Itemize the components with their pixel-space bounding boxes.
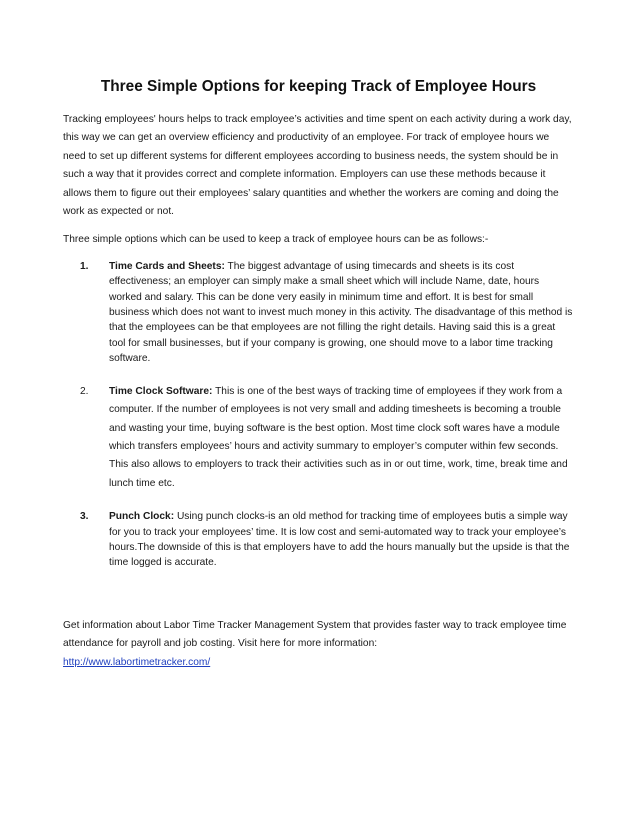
intro-paragraph: Tracking employees' hours helps to track employee’s activities and time spent on each activity during a work day, this way we can get an overview efficiency and productivity of an employee. For track of employee hours we need to set up different systems for different employees according to business needs, the system should be in such a way that it provides correct and complete information. Employers can use these methods because it allows them to figure out their employees’ salary quantities and whether the workers are coming and doing the work as expected or not. bbox=[63, 114, 572, 218]
list-item-heading: Punch Clock: bbox=[109, 511, 175, 523]
list-item-time-cards bbox=[63, 259, 574, 367]
list-item-punch-clock bbox=[63, 509, 574, 571]
options-list bbox=[63, 259, 574, 571]
list-item-time-clock-software bbox=[63, 383, 574, 493]
list-item-number: 1. bbox=[80, 260, 89, 272]
list-item-heading: Time Clock Software: bbox=[109, 385, 213, 397]
document-title: Three Simple Options for keeping Track of Employee Hours bbox=[100, 78, 537, 95]
list-item-text: The biggest advantage of using timecards and sheets is its cost effectiveness; an employer can simply make a small sheet which will include Name, date, hours worked and salary. This can be done very easily in minimum time and effort. It is best for small business which does not want to invest much money in this activity. The disadvantage of this method is that the employees can be that employees are not filling the right details. Having said this is a great tool for small businesses, but if your company is growing, one should move to a labor time tracking software. bbox=[109, 260, 573, 365]
website-link[interactable]: http://www.labortimetracker.com/ bbox=[63, 656, 211, 668]
list-item-text: Using punch clocks-is an old method for tracking time of employees butis a simple way for you to track your employees’ time. It is low cost and semi-automated way to track your employee’s hours.The downside of this is that employers have to add the hours manually but the upside is that the time logged is accurate. bbox=[109, 511, 570, 569]
list-item-heading: Time Cards and Sheets: bbox=[109, 260, 225, 272]
closing-text: Get information about Labor Time Tracker Management System that provides faster way to track employee time attendance for payroll and job costing. Visit here for more information: bbox=[63, 619, 567, 650]
list-item-number: 3. bbox=[80, 511, 89, 523]
list-item-number: 2. bbox=[80, 385, 89, 397]
lead-paragraph: Three simple options which can be used to keep a track of employee hours can be as follows:- bbox=[63, 234, 489, 246]
closing-paragraph bbox=[63, 617, 574, 672]
list-item-text: This is one of the best ways of tracking time of employees if they work from a computer. If the number of employees is not very small and adding timesheets is becoming a trouble and wasting your time, buying software is the best option. Most time clock soft wares have a module which transfers employees’ hours and activity summary to employer’s computer within few seconds. This also allows to employers to track their activities such as in or out time, work, time, break time and lunch time etc. bbox=[109, 385, 568, 489]
